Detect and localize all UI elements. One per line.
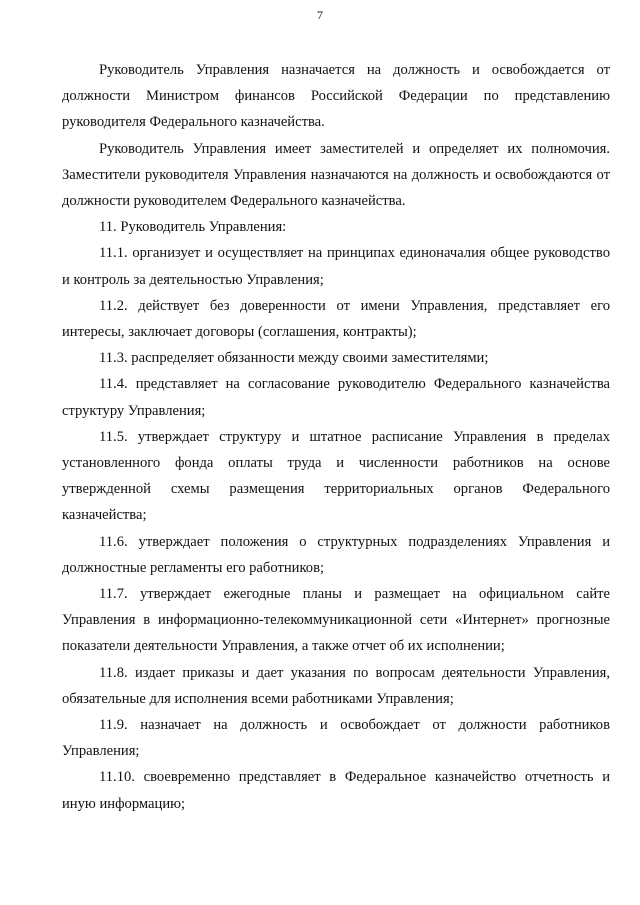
paragraph-11: 11.8. издает приказы и дает указания по вопросам деятельности Управления, обязательные для исполнения всеми работниками Управления; — [62, 664, 610, 707]
paragraph-8: 11.5. утверждает структуру и штатное расписание Управления в пределах установленного фонда оплаты труда и численности работников на основе утвержденной схемы размещения территориальных органов Федерального казначейства; — [62, 428, 610, 524]
paragraph-7: 11.4. представляет на согласование руководителю Федерального казначейства структуру Управления; — [62, 376, 610, 419]
paragraph-6: 11.3. распределяет обязанности между своими заместителями; — [99, 350, 489, 367]
paragraph-2: Руководитель Управления имеет заместителей и определяет их полномочия. Заместители руководителя Управления назначаются на должность и освобождаются от должности руководителем Федерального казначейства. — [62, 140, 610, 210]
page-number: 7 — [317, 8, 323, 22]
paragraph-10: 11.7. утверждает ежегодные планы и размещает на официальном сайте Управления в информационно-телекоммуникационной сети «Интернет» прогнозные показатели деятельности Управления, а также отчет об их исполнении; — [62, 586, 610, 655]
paragraph-12: 11.9. назначает на должность и освобождает от должности работников Управления; — [62, 717, 610, 760]
paragraph-13: 11.10. своевременно представляет в Федеральное казначейство отчетность и иную информацию; — [62, 769, 610, 812]
paragraph-4: 11.1. организует и осуществляет на принципах единоначалия общее руководство и контроль за деятельностью Управления; — [62, 245, 610, 288]
paragraph-5: 11.2. действует без доверенности от имени Управления, представляет его интересы, заключает договоры (соглашения, контракты); — [62, 297, 610, 341]
paragraph-3: 11. Руководитель Управления: — [99, 219, 287, 236]
document-body — [62, 57, 610, 817]
paragraph-1: Руководитель Управления назначается на должность и освобождается от должности Министром финансов Российской Федерации по представлению руководителя Федерального казначейства. — [62, 62, 610, 131]
paragraph-9: 11.6. утверждает положения о структурных подразделениях Управления и должностные регламенты его работников; — [62, 533, 610, 576]
